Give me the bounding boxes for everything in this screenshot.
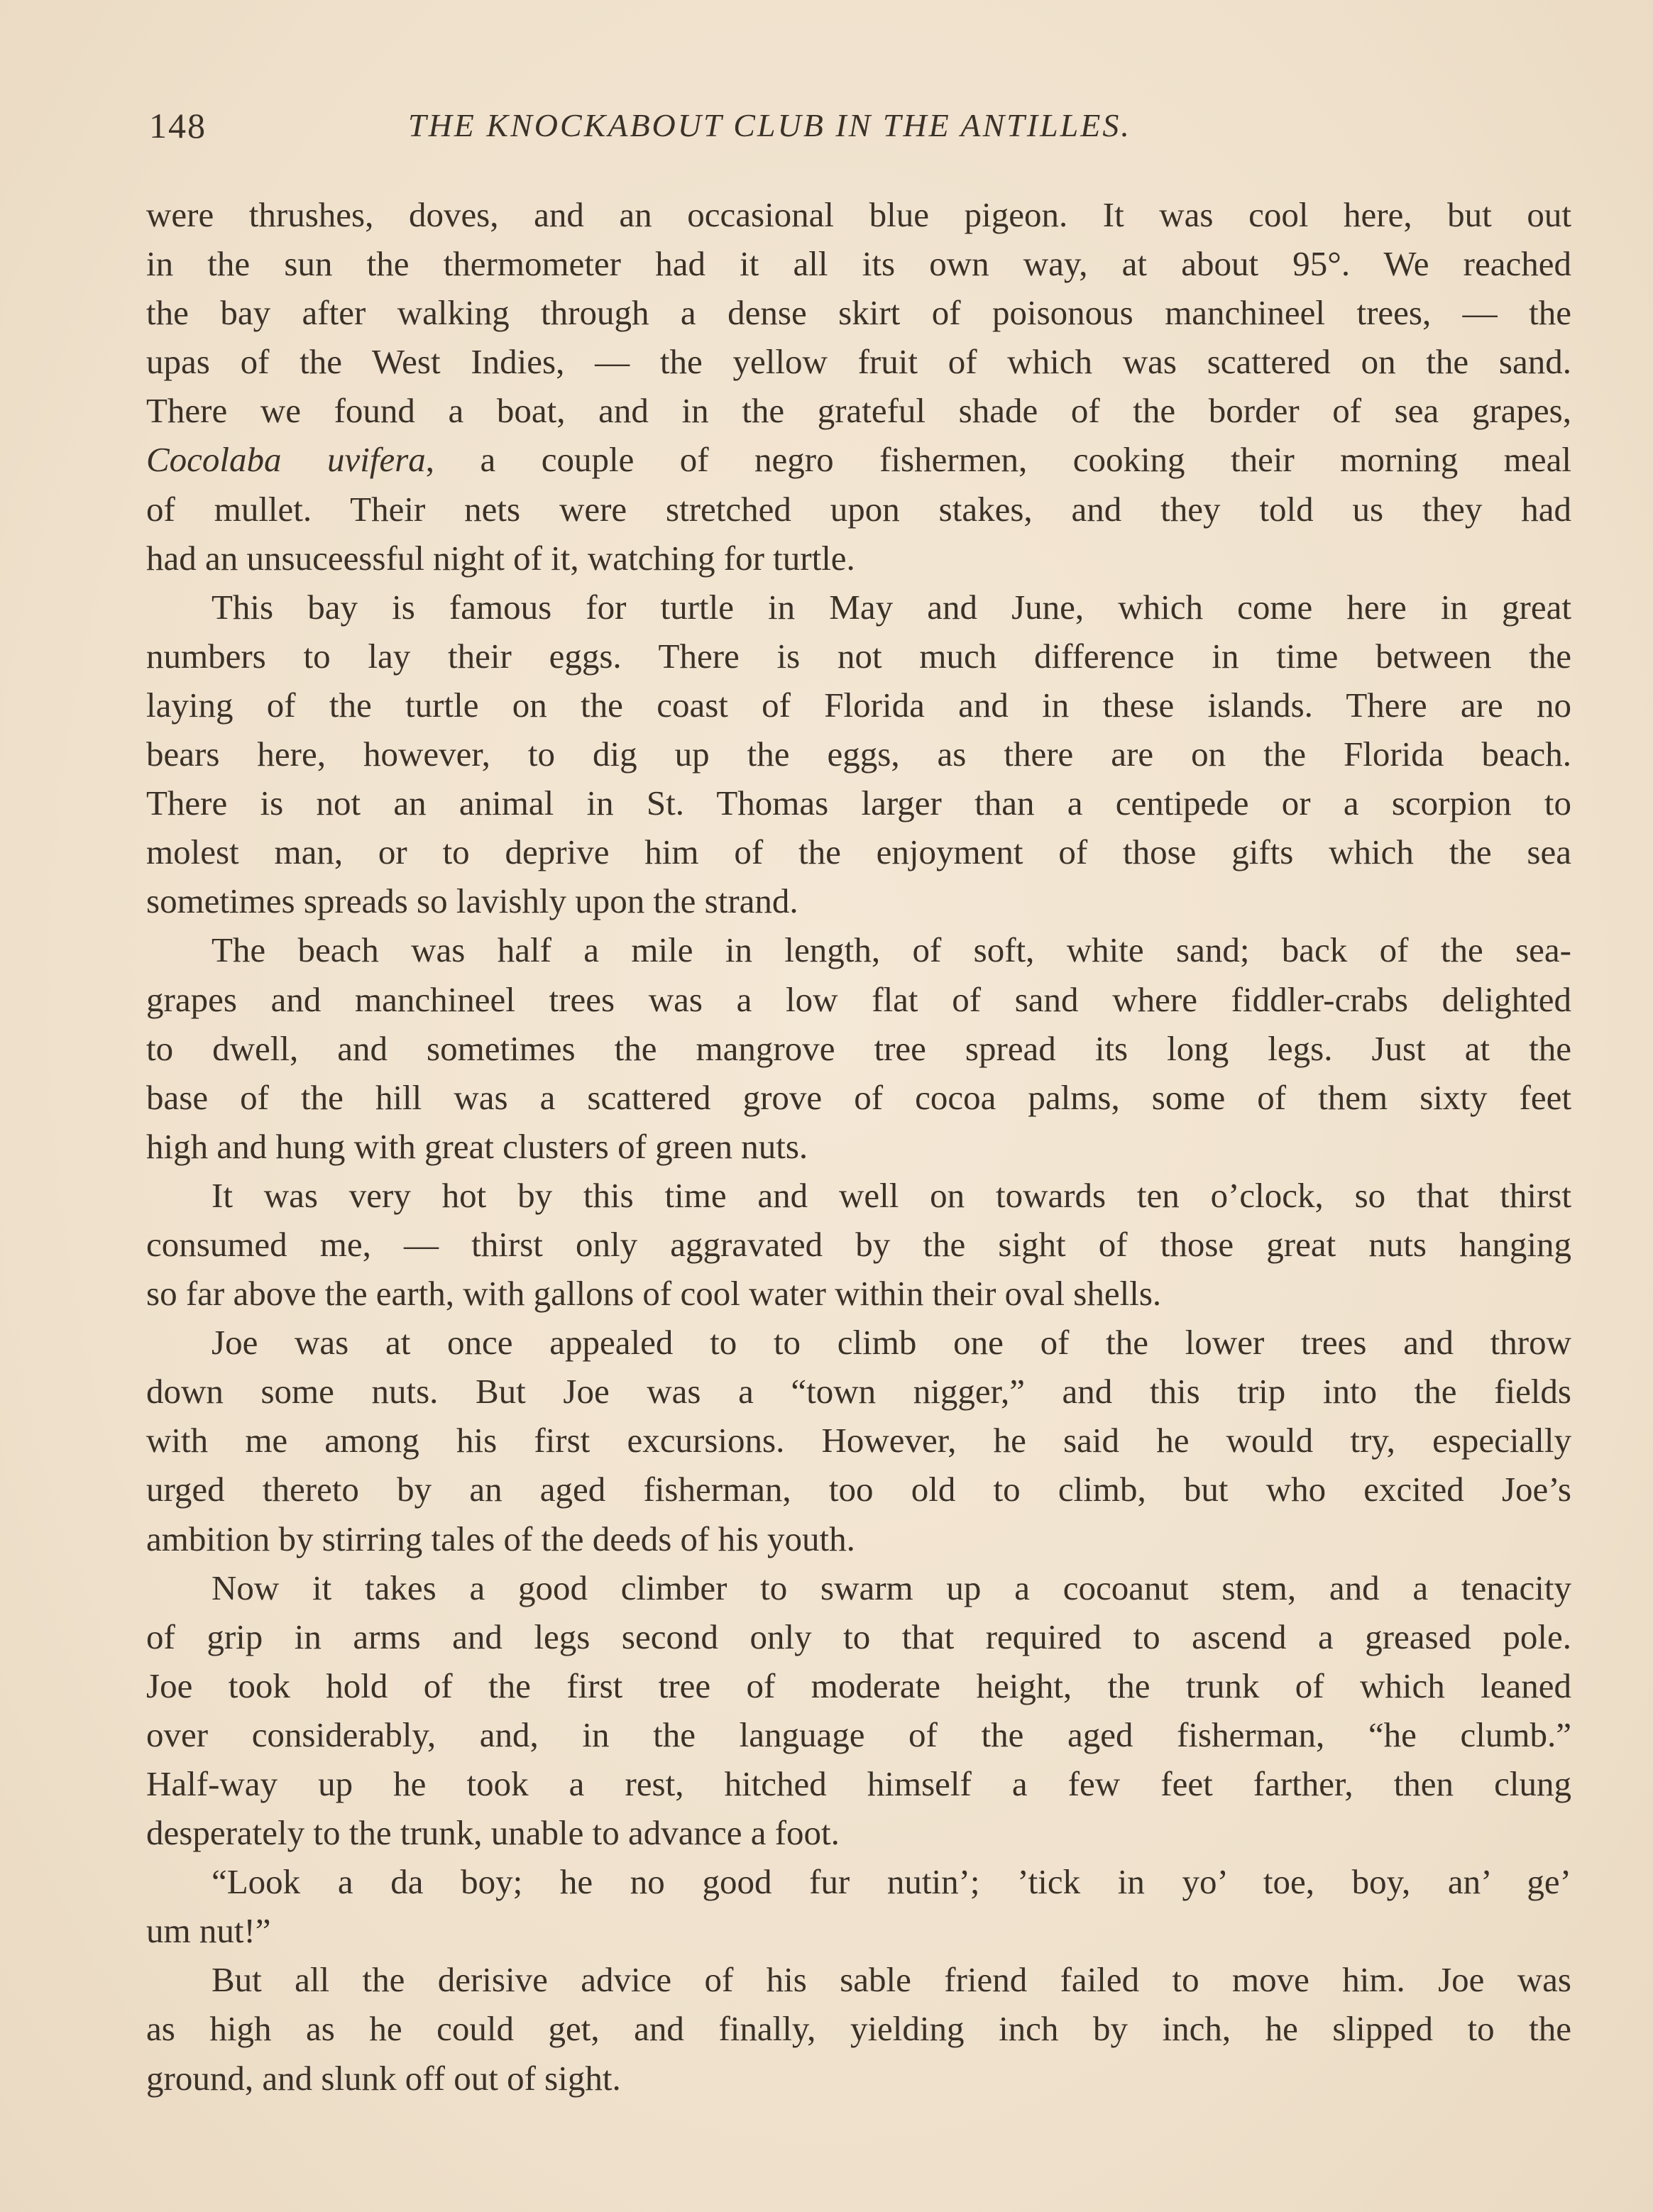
text-line: It was very hot by this time and well on towards ten o’clock, so that thirst: [212, 1175, 1571, 1215]
text-line: grapes and manchineel trees was a low flat of sand where fiddler-crabs delighted: [146, 979, 1571, 1019]
text-line: as high as he could get, and finally, yielding inch by inch, he slipped to the: [146, 2009, 1571, 2049]
running-title: THE KNOCKABOUT CLUB IN THE ANTILLES.: [408, 107, 1131, 143]
text-line: molest man, or to deprive him of the enjoyment of those gifts which the sea: [146, 832, 1571, 872]
text-line: Half-way up he took a rest, hitched himself a few feet farther, then clung: [146, 1764, 1571, 1803]
text-line: ground, and slunk off out of sight.: [146, 2058, 621, 2098]
text-line: in the sun the thermometer had it all its own way, at about 95°. We reached: [146, 244, 1571, 284]
text-line: of grip in arms and legs second only to that required to ascend a greased pole.: [146, 1617, 1571, 1656]
text-line: to dwell, and sometimes the mangrove tree spread its long legs. Just at the: [146, 1028, 1571, 1068]
text-line: um nut!”: [146, 1911, 271, 1951]
text-line: “Look a da boy; he no good fur nutin’; ’tick in yo’ toe, boy, an’ ge’: [212, 1862, 1571, 1902]
botanical-name: Cocolaba uvifera: [146, 440, 426, 480]
text-line: ambition by stirring tales of the deeds of his youth.: [146, 1519, 855, 1558]
text-line: Now it takes a good climber to swarm up a cocoanut stem, and a tenacity: [212, 1568, 1571, 1607]
body-text: [146, 190, 1571, 2103]
page-header: [149, 101, 1327, 150]
text-line: sometimes spreads so lavishly upon the strand.: [146, 881, 798, 921]
text-line: desperately to the trunk, unable to advance a foot.: [146, 1813, 840, 1853]
text-line: This bay is famous for turtle in May and June, which come here in great: [212, 587, 1571, 627]
text-line: with me among his first excursions. However, he said he would try, especially: [146, 1421, 1571, 1460]
text-line: Joe took hold of the first tree of moderate height, the trunk of which leaned: [146, 1666, 1571, 1705]
text-line: so far above the earth, with gallons of cool water within their oval shells.: [146, 1274, 1162, 1314]
text-line: bears here, however, to dig up the eggs, as there are on the Florida beach.: [146, 734, 1571, 774]
text-line: of mullet. Their nets were stretched upon stakes, and they told us they had: [146, 489, 1571, 529]
text-line: urged thereto by an aged fisherman, too old to climb, but who excited Joe’s: [146, 1470, 1571, 1509]
text-line: over considerably, and, in the language of the aged fisherman, “he clumb.”: [146, 1715, 1571, 1754]
text-line: base of the hill was a scattered grove of cocoa palms, some of them sixty feet: [146, 1077, 1571, 1117]
text-line: But all the derisive advice of his sable friend failed to move him. Joe was: [212, 1960, 1571, 2000]
text-line: laying of the turtle on the coast of Florida and in these islands. There are no: [146, 685, 1571, 725]
text-line: had an unsuceessful night of it, watching for turtle.: [146, 538, 855, 578]
text-line: high and hung with great clusters of green nuts.: [146, 1126, 808, 1166]
text-line: down some nuts. But Joe was a “town nigger,” and this trip into the fields: [146, 1372, 1571, 1412]
text-line: upas of the West Indies, — the yellow fruit of which was scattered on the sand.: [146, 342, 1571, 382]
page-number: 148: [149, 106, 207, 145]
text-line: were thrushes, doves, and an occasional blue pigeon. It was cool here, but out: [146, 195, 1571, 234]
text-line: the bay after walking through a dense skirt of poisonous manchineel trees, — the: [146, 293, 1571, 333]
text-line: consumed me, — thirst only aggravated by the sight of those great nuts hanging: [146, 1224, 1571, 1264]
text-line: There is not an animal in St. Thomas larger than a centipede or a scorpion to: [146, 783, 1571, 823]
text-line: The beach was half a mile in length, of soft, white sand; back of the sea-: [212, 930, 1571, 970]
text-line: Joe was at once appealed to to climb one of the lower trees and throw: [212, 1323, 1571, 1363]
text-line: numbers to lay their eggs. There is not much difference in time between the: [146, 636, 1571, 676]
text-line: Cocolaba uvifera, a couple of negro fishermen, cooking their morning meal: [146, 440, 1571, 480]
text-line: There we found a boat, and in the grateful shade of the border of sea grapes,: [146, 391, 1571, 431]
